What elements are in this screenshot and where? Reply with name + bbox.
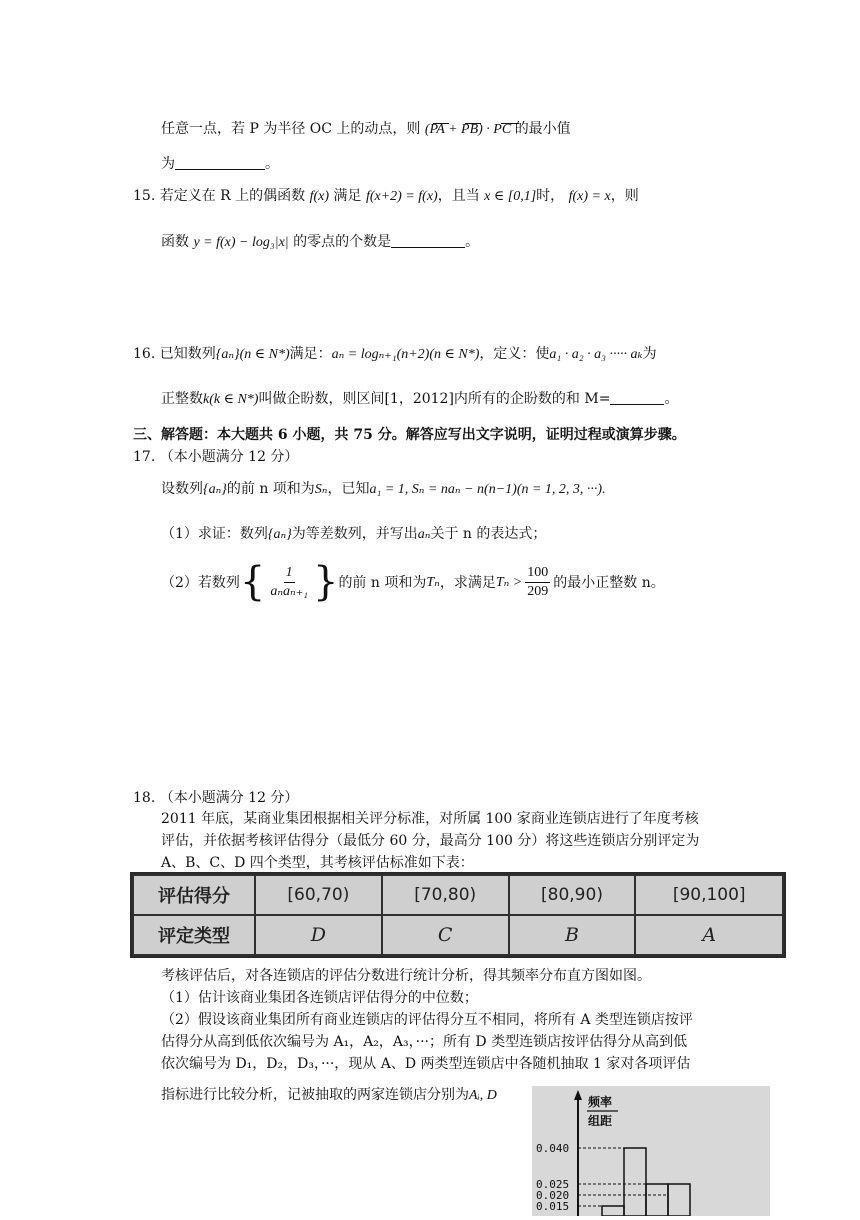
q16-text: 已知数列 xyxy=(159,346,216,362)
table-cell: B xyxy=(509,915,636,955)
q16-period: 。 xyxy=(664,391,679,407)
histogram-bar xyxy=(624,1148,646,1216)
y-axis-arrow-icon xyxy=(574,1090,582,1100)
q16-math: k(k ∈ N*) xyxy=(203,392,259,407)
table-row xyxy=(133,875,783,915)
q16-math: {aₙ}(n ∈ N*) xyxy=(215,347,290,362)
q16-text: 叫做企盼数，则区间[1，2012]内所有的企盼数的和 M= xyxy=(258,391,611,407)
q17-math: a₁ = 1, Sₙ = naₙ − n(n−1)(n = 1, 2, 3, ···). xyxy=(369,482,606,497)
q14-text-b: 的最小值 xyxy=(514,121,571,137)
score-type-table xyxy=(130,872,786,958)
q15-answer-blank[interactable] xyxy=(391,233,465,248)
table-cell: A xyxy=(635,915,783,955)
q17-text: 的前 n 项和为 xyxy=(338,575,427,591)
q17-text: （1）求证：数列 xyxy=(161,526,268,542)
table-cell: C xyxy=(382,915,509,955)
q16-number: 16. xyxy=(133,346,156,362)
right-brace-icon: } xyxy=(312,559,339,605)
table-row xyxy=(133,915,783,955)
table-cell: [90,100] xyxy=(635,875,783,915)
q18-number: 18. xyxy=(133,790,156,806)
frequency-histogram xyxy=(532,1086,770,1216)
q18-header xyxy=(133,787,298,807)
q15-text: 函数 xyxy=(161,234,189,250)
q18-paragraph-line: 2011 年底，某商业集团根据相关评分标准，对所属 100 家商业连锁店进行了年度考核 xyxy=(161,811,699,827)
q15-math: f(x+2) = f(x) xyxy=(365,189,438,204)
left-brace-icon: { xyxy=(239,559,266,605)
fraction-numerator: 100 xyxy=(525,564,550,583)
tick-label: 0.020 xyxy=(536,1189,570,1202)
q17-math: {aₙ} xyxy=(267,527,292,542)
q16-text: 为 xyxy=(642,346,657,362)
q17-math: Tₙ xyxy=(426,574,440,590)
fraction-denominator: aₙaₙ₊₁ xyxy=(270,583,308,599)
section-heading: 三、解答题：本大题共 6 小题，共 75 分。解答应写出文字说明，证明过程或演算步骤。 xyxy=(133,427,686,443)
q18-paragraph-line: 考核评估后，对各连锁店的评估分数进行统计分析，得其频率分布直方图如图。 xyxy=(161,968,651,984)
q17-math: {aₙ} xyxy=(203,482,227,497)
q14-period: 。 xyxy=(265,156,279,172)
q16-text: 满足： xyxy=(289,346,332,362)
q15-number: 15. xyxy=(133,188,156,204)
q14-line2 xyxy=(161,153,279,173)
q17-math: aₙ xyxy=(417,527,431,542)
q17-text: ，已知 xyxy=(327,481,370,497)
q15-text: 时， xyxy=(536,188,565,204)
q16-math: a₁ · a₂ · a₃ ····· aₖ xyxy=(549,347,643,362)
q17-math: Sₙ xyxy=(314,482,328,497)
table-row-header: 评定类型 xyxy=(133,915,255,955)
q18-part2-line: 依次编号为 D₁，D₂，D₃，···，现从 A、D 两类型连锁店中各随机抽取 1 家对各项评估 xyxy=(161,1056,691,1072)
q18-part2-line: （2）假设该商业集团所有商业连锁店的评估得分互不相同，将所有 A 类型连锁店按评 xyxy=(161,1012,693,1028)
q18-points: （本小题满分 12 分） xyxy=(159,790,299,806)
q14-vector-expression: (PA + PB) · PC xyxy=(425,122,515,137)
tick-label: 0.040 xyxy=(536,1142,570,1155)
q18-math: Aᵢ, D xyxy=(469,1088,497,1103)
q15-math: f(x) xyxy=(309,189,330,204)
histogram-bar xyxy=(602,1206,624,1216)
q18-part2-line xyxy=(161,1084,497,1104)
q17-setup xyxy=(161,478,606,498)
q17-header xyxy=(133,446,298,466)
fraction-denominator: 209 xyxy=(527,583,549,599)
q16-text: ，定义：使 xyxy=(479,346,550,362)
table-cell: [80,90) xyxy=(509,875,636,915)
vector-arrow-bar xyxy=(465,123,481,124)
q14-line1 xyxy=(161,118,571,138)
q18-part2-line: 估得分从高到低依次编号为 A₁，A₂，A₃，···；所有 D 类型连锁店按评估得分从高到低 xyxy=(161,1034,688,1050)
vector-arrow-bar xyxy=(501,123,519,124)
q15-text: 的零点的个数是 xyxy=(293,234,392,250)
table-row-header: 评估得分 xyxy=(133,875,255,915)
q16-line1 xyxy=(133,343,657,363)
q14-text-c: 为 xyxy=(161,156,175,172)
q18-text: 指标进行比较分析，记被抽取的两家连锁店分别为 xyxy=(161,1087,469,1103)
q15-line2 xyxy=(161,231,479,251)
q15-math: f(x) = x xyxy=(568,189,611,204)
histogram-bar xyxy=(668,1184,690,1216)
table-cell: D xyxy=(255,915,382,955)
q16-answer-blank[interactable] xyxy=(610,390,664,405)
q15-text: 若定义在 R 上的偶函数 xyxy=(159,188,306,204)
q17-fraction xyxy=(268,564,310,601)
q15-period: 。 xyxy=(465,234,480,250)
q17-fraction-bound xyxy=(525,564,550,601)
q17-text: 设数列 xyxy=(161,481,203,497)
q18-part1: （1）估计该商业集团各连锁店评估得分的中位数； xyxy=(161,990,478,1006)
q17-text: 关于 n 的表达式； xyxy=(430,526,547,542)
q17-part2 xyxy=(161,559,665,605)
q17-text: 的最小正整数 n。 xyxy=(553,575,665,591)
q18-paragraph-line: A、B、C、D 四个类型，其考核评估标准如下表： xyxy=(161,855,474,871)
q17-text: 的前 n 项和为 xyxy=(226,481,315,497)
q15-math: x ∈ [0,1] xyxy=(484,189,537,204)
q17-text: ，求满足 xyxy=(439,575,496,591)
q17-math: Tₙ > xyxy=(495,574,523,590)
ylabel-bottom: 组距 xyxy=(588,1114,613,1128)
q15-line1 xyxy=(133,185,639,205)
histogram-bar xyxy=(646,1184,668,1216)
q14-text-a: 任意一点，若 P 为半径 OC 上的动点，则 xyxy=(161,121,421,137)
table-cell: [60,70) xyxy=(255,875,382,915)
table-cell: [70,80) xyxy=(382,875,509,915)
q16-text: 正整数 xyxy=(161,391,203,407)
histogram-svg xyxy=(532,1086,770,1216)
q17-points: （本小题满分 12 分） xyxy=(159,449,299,465)
q17-number: 17. xyxy=(133,449,156,465)
q15-text: 满足 xyxy=(333,188,362,204)
q17-part1 xyxy=(161,523,546,543)
q18-paragraph-line: 评估，并依据考核评估得分（最低分 60 分，最高分 100 分）将这些连锁店分别评定为 xyxy=(161,833,700,849)
q15-math: y = f(x) − log₃|x| xyxy=(193,235,289,250)
fraction-numerator: 1 xyxy=(284,564,295,583)
q17-text: （2）若数列 xyxy=(161,575,240,591)
tick-label: 0.015 xyxy=(536,1200,570,1213)
q17-text: 为等差数列，并写出 xyxy=(291,526,418,542)
q15-text: ，则 xyxy=(610,188,639,204)
q16-math: aₙ = logₙ₊₁(n+2)(n ∈ N*) xyxy=(331,347,480,362)
ylabel-top: 频率 xyxy=(588,1095,613,1109)
q14-answer-blank[interactable] xyxy=(175,155,265,170)
q16-line2 xyxy=(161,388,678,408)
q15-text: ，且当 xyxy=(437,188,480,204)
tick-label: 0.025 xyxy=(536,1178,570,1191)
vector-arrow-bar xyxy=(433,123,449,124)
